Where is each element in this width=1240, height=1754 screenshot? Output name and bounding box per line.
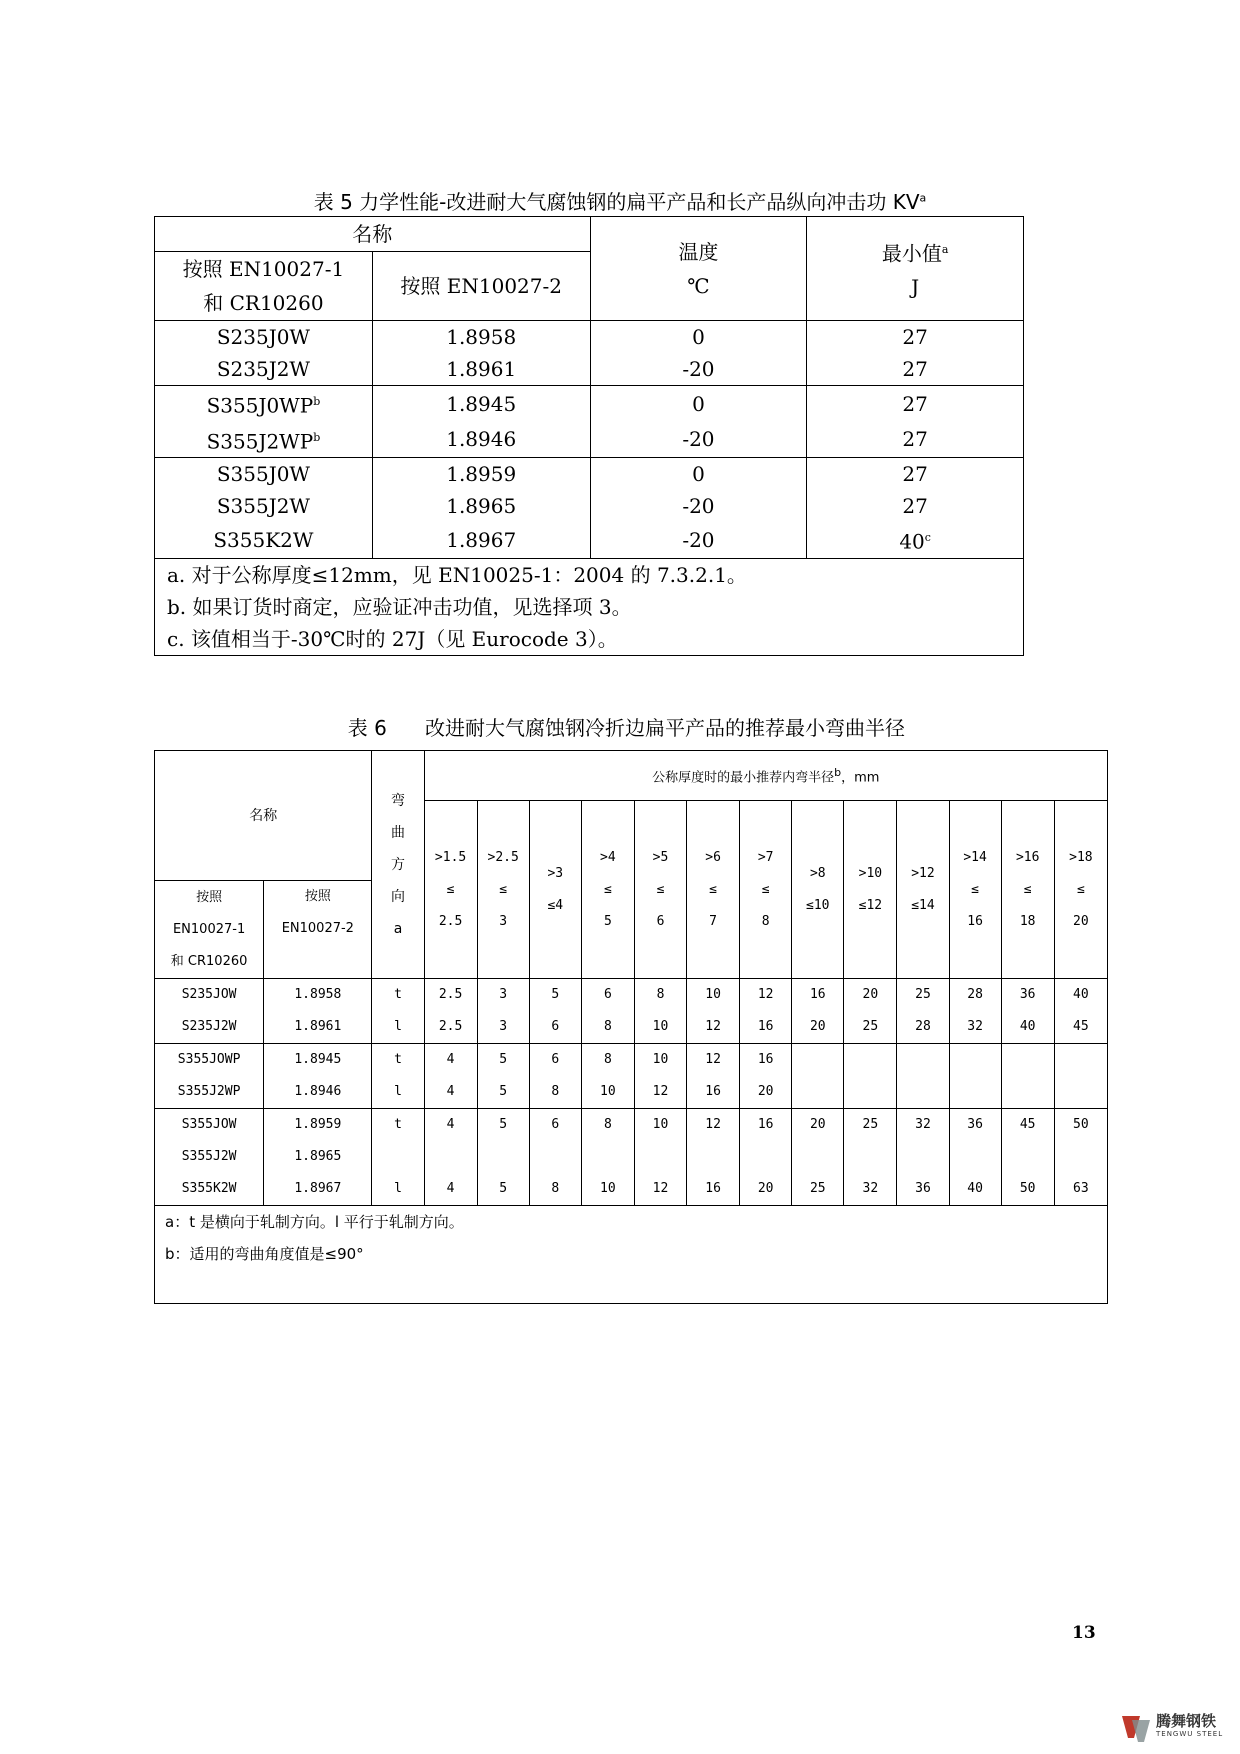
table-cell: 12 [687,1109,740,1142]
table-cell: 12 [634,1076,686,1109]
t5-cell-name: $S355J0WP^b$ [155,386,373,422]
t6-cell-name: S355J2W [155,1141,264,1173]
t5-cell-num: 1.8958 [372,321,590,354]
table-cell: 8 [529,1076,581,1109]
table-cell [897,1141,949,1173]
t6-range: >3 ≤4 [529,801,581,979]
table-cell [1001,1141,1054,1173]
table-cell: 3 [477,979,529,1012]
t5-header-name: 名称 [155,217,591,252]
t5-cell-temp: 0 [590,458,807,491]
t6-range: >1.5 ≤ 2.5 [424,801,477,979]
table-cell: 10 [581,1076,634,1109]
t6-range: >16 ≤ 18 [1001,801,1054,979]
table6-caption [0,688,1240,741]
table-cell [1054,1076,1107,1109]
t5-cell-num: 1.8959 [372,458,590,491]
table-cell: 5 [477,1044,529,1077]
t6-header-bend-dir: 弯 曲 方 向 a [372,751,424,979]
table-cell: 20 [740,1076,792,1109]
t5-cell-name: S355K2W [155,522,373,558]
t5-cell-min: 40$^c$ [807,522,1024,558]
table5-caption-sup: a [919,191,927,205]
table-row [155,1173,1108,1206]
t6-cell-name: S355K2W [155,1173,264,1206]
t6-range: >10 ≤12 [844,801,897,979]
t5-header-temp-line2: ℃ [687,273,710,298]
t5-cell-temp: -20 [590,490,807,522]
company-logo [1118,1708,1230,1746]
t5-cell-temp: -20 [590,353,807,386]
table-row [155,1044,1108,1077]
table-cell [844,1044,897,1077]
table-cell: 40 [1054,979,1107,1012]
t5-cell-min: 27 [807,353,1024,386]
table-cell: 2.5 [424,979,477,1012]
table-cell: 4 [424,1173,477,1206]
t6-notes [155,1206,1108,1304]
table-row [155,522,1024,558]
table-cell: 36 [897,1173,949,1206]
t6-cell-dir: t [372,1109,424,1142]
t5-cell-name: S355J2W [155,490,373,522]
table-cell: 16 [740,1109,792,1142]
t5-cell-temp: -20 [590,522,807,558]
table-cell: 25 [844,1109,897,1142]
table-cell [634,1141,686,1173]
table-row [155,353,1024,386]
t6-cell-name: S355JOWP [155,1044,264,1077]
t6-cell-dir: l [372,1011,424,1044]
t5-cell-num: 1.8945 [372,386,590,422]
t6-cell-num: 1.8945 [264,1044,372,1077]
t6-cell-name: S355J2WP [155,1076,264,1109]
table-row [155,1141,1108,1173]
t6-cell-dir: t [372,979,424,1012]
table-cell: 5 [529,979,581,1012]
table-cell: 20 [792,1109,844,1142]
table-cell: 10 [634,1109,686,1142]
table-cell: 5 [477,1173,529,1206]
table-cell: 8 [529,1173,581,1206]
t6-range: >2.5 ≤ 3 [477,801,529,979]
t5-note-b: b. 如果订货时商定，应验证冲击功值，见选择项 3。 [155,591,1024,623]
t5-cell-temp: 0 [590,386,807,422]
table-cell [792,1076,844,1109]
table-row [155,321,1024,354]
table-cell [477,1141,529,1173]
table-cell: 5 [477,1076,529,1109]
t5-header-col1-line2: 和 CR10260 [203,291,324,315]
table6-caption-text: 表 6 改进耐大气腐蚀钢冷折边扁平产品的推荐最小弯曲半径 [347,716,905,740]
table-cell [687,1141,740,1173]
t5-header-temp [590,217,807,321]
t6-range: >12 ≤14 [897,801,949,979]
t5-cell-temp: 0 [590,321,807,354]
table-cell [897,1044,949,1077]
table-cell: 6 [581,979,634,1012]
table-cell: 28 [897,1011,949,1044]
table-cell: 10 [634,1044,686,1077]
table-cell: 20 [740,1173,792,1206]
table-cell [844,1141,897,1173]
table6 [154,750,1108,1304]
table-cell: 16 [687,1076,740,1109]
table-cell [792,1141,844,1173]
t5-cell-num: 1.8946 [372,422,590,458]
table-cell: 12 [740,979,792,1012]
t6-cell-num: 1.8958 [264,979,372,1012]
t6-note-a: a：t 是横向于轧制方向。l 平行于轧制方向。 [165,1213,464,1231]
table-row [155,1076,1108,1109]
table-cell: 6 [529,1044,581,1077]
table-row [155,490,1024,522]
table-cell [529,1141,581,1173]
table-cell: 40 [1001,1011,1054,1044]
table-cell: 10 [634,1011,686,1044]
table-cell: 10 [687,979,740,1012]
t6-cell-name: S355JOW [155,1109,264,1142]
t5-note-a: a. 对于公称厚度≤12mm，见 EN10025-1：2004 的 7.3.2.1。 [155,558,1024,591]
t6-range: >18 ≤ 20 [1054,801,1107,979]
table-cell: 4 [424,1076,477,1109]
t6-cell-name: S235JOW [155,979,264,1012]
t6-cell-num: 1.8959 [264,1109,372,1142]
t6-header-col2: 按照 EN10027-2 [264,881,372,979]
table-cell: 6 [529,1011,581,1044]
t5-cell-name: S235J0W [155,321,373,354]
table-cell: 16 [687,1173,740,1206]
table-cell: 25 [897,979,949,1012]
table-row [155,1011,1108,1044]
t5-cell-temp: -20 [590,422,807,458]
table-row [155,979,1108,1012]
table-row [155,458,1024,491]
table-cell: 2.5 [424,1011,477,1044]
t6-header-col1: 按照 EN10027-1 和 CR10260 [155,881,264,979]
table-cell [1001,1044,1054,1077]
t6-cell-num: 1.8965 [264,1141,372,1173]
t5-header-col2: 按照 EN10027-2 [372,252,590,321]
t5-note-c: c. 该值相当于-30℃时的 27J（见 Eurocode 3）。 [155,623,1024,656]
t5-cell-min: 27 [807,386,1024,422]
t5-header-temp-line1: 温度 [678,239,719,264]
table-cell: 32 [897,1109,949,1142]
table-cell: 32 [844,1173,897,1206]
t6-header-radius: 公称厚度时的最小推荐内弯半径$^b$，mm [424,751,1107,801]
t5-cell-min: 27 [807,490,1024,522]
table5 [154,216,1024,656]
t5-header-min-line2: J [911,275,920,300]
table-cell: 4 [424,1044,477,1077]
table-cell [844,1076,897,1109]
t5-cell-name: S235J2W [155,353,373,386]
table-cell: 4 [424,1109,477,1142]
t5-header-min [807,217,1024,321]
table-cell: 45 [1054,1011,1107,1044]
table-cell [949,1044,1001,1077]
page-number: 13 [1072,1623,1096,1643]
t6-cell-num: 1.8961 [264,1011,372,1044]
t5-cell-name: $S355J2WP^b$ [155,422,373,458]
t5-header-min-line1: 最小值$^a$ [881,241,949,266]
table-cell: 36 [1001,979,1054,1012]
table-cell: 63 [1054,1173,1107,1206]
t6-cell-dir [372,1141,424,1173]
table-cell: 5 [477,1109,529,1142]
table-cell: 50 [1001,1173,1054,1206]
table-cell: 12 [687,1044,740,1077]
t6-cell-dir: t [372,1044,424,1077]
table-cell: 50 [1054,1109,1107,1142]
table-cell [897,1076,949,1109]
t5-cell-min: 27 [807,422,1024,458]
table-cell: 16 [740,1044,792,1077]
table5-caption-text: 表 5 力学性能-改进耐大气腐蚀钢的扁平产品和长产品纵向冲击功 KV [313,190,920,214]
t5-header-col1-line1: 按照 EN10027-1 [182,257,345,281]
table-cell: 8 [581,1109,634,1142]
t5-header-col1 [155,252,373,321]
table-cell: 10 [581,1173,634,1206]
table-cell [740,1141,792,1173]
table-cell: 8 [581,1011,634,1044]
table-cell: 12 [634,1173,686,1206]
table-cell: 25 [792,1173,844,1206]
table-cell: 12 [687,1011,740,1044]
t6-range: >6 ≤ 7 [687,801,740,979]
t6-range: >14 ≤ 16 [949,801,1001,979]
table-cell [1054,1141,1107,1173]
table-cell [949,1141,1001,1173]
t6-header-name: 名称 [155,751,372,881]
t6-cell-num: 1.8967 [264,1173,372,1206]
table-cell: 28 [949,979,1001,1012]
t6-cell-dir: l [372,1076,424,1109]
t6-note-b: b：适用的弯曲角度值是≤90° [165,1245,364,1263]
t5-cell-num: 1.8967 [372,522,590,558]
table-cell [792,1044,844,1077]
t5-cell-min: 27 [807,458,1024,491]
logo-text-cn: 腾舞钢铁 [1156,1712,1217,1730]
table-cell: 20 [792,1011,844,1044]
table5-caption [0,186,1240,215]
table-cell [1054,1044,1107,1077]
t5-cell-min: 27 [807,321,1024,354]
t6-range: >5 ≤ 6 [634,801,686,979]
table-cell: 20 [844,979,897,1012]
table-cell: 40 [949,1173,1001,1206]
table-row [155,386,1024,422]
t6-range: >4 ≤ 5 [581,801,634,979]
t6-range: >7 ≤ 8 [740,801,792,979]
table-cell [581,1141,634,1173]
t6-range: >8 ≤10 [792,801,844,979]
table-row [155,1109,1108,1142]
t6-cell-num: 1.8946 [264,1076,372,1109]
table-cell: 32 [949,1011,1001,1044]
table-cell: 16 [740,1011,792,1044]
table-cell: 8 [634,979,686,1012]
table-cell: 3 [477,1011,529,1044]
table-row [155,422,1024,458]
logo-text-en: TENGWU STEEL [1156,1730,1224,1738]
t5-cell-num: 1.8965 [372,490,590,522]
table-cell: 6 [529,1109,581,1142]
table-cell: 8 [581,1044,634,1077]
t5-cell-name: S355J0W [155,458,373,491]
table-cell: 25 [844,1011,897,1044]
table-cell [1001,1076,1054,1109]
table-cell [424,1141,477,1173]
t6-cell-name: S235J2W [155,1011,264,1044]
t6-cell-dir: l [372,1173,424,1206]
table-cell: 45 [1001,1109,1054,1142]
table-cell [949,1076,1001,1109]
table-cell: 36 [949,1109,1001,1142]
table-cell: 16 [792,979,844,1012]
t5-cell-num: 1.8961 [372,353,590,386]
